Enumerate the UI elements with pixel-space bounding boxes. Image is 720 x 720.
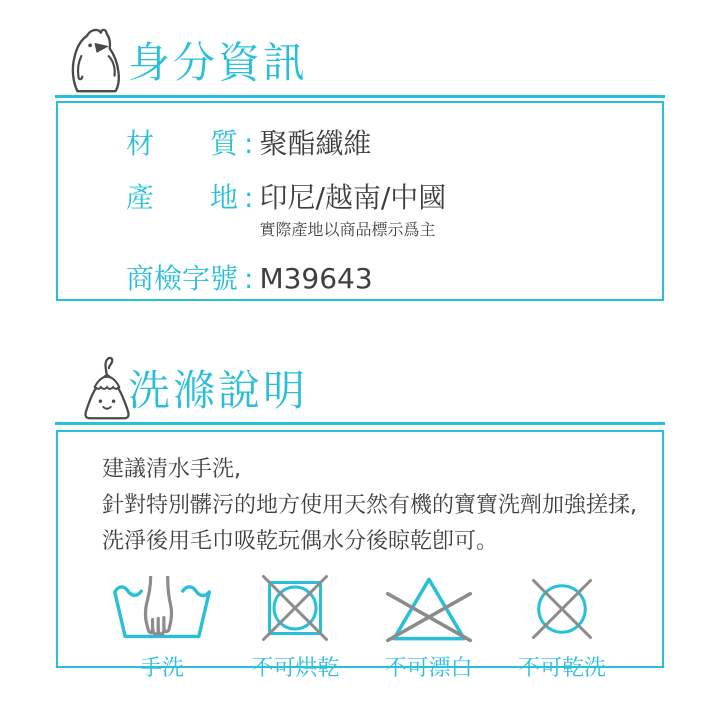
hand-wash-icon [109, 576, 215, 644]
divider-identity [55, 95, 665, 98]
care-item-no-dry-clean [502, 574, 622, 682]
spec-label: 材 質 [126, 127, 239, 160]
no-tumble-dry-icon [259, 572, 331, 644]
care-item-no-bleach [369, 574, 489, 682]
no-dry-clean-icon [526, 574, 598, 644]
washing-instructions [58, 432, 662, 560]
spec-row-inspection-number [126, 264, 662, 294]
identity-box [56, 101, 664, 301]
penguin-icon [56, 24, 134, 96]
spec-note: 實際產地以商品標示爲主 [259, 220, 436, 239]
care-label: 不可烘乾 [251, 656, 340, 681]
care-label: 不可乾洗 [517, 656, 606, 681]
spec-label: 產 地 [126, 181, 239, 214]
no-bleach-icon [383, 574, 475, 644]
section-title-identity: 身分資訊 [128, 38, 309, 87]
spec-colon: : [244, 127, 254, 160]
section-title-washing: 洗滌說明 [128, 366, 309, 415]
care-icons-row [102, 574, 622, 682]
spec-value: 印尼/越南/中國 [259, 181, 447, 214]
spec-label: 商檢字號 [126, 262, 239, 295]
care-label: 手洗 [139, 656, 184, 681]
care-item-hand-wash [102, 574, 222, 682]
spec-colon: : [244, 181, 254, 214]
instruction-line: 洗淨後用毛巾吸乾玩偶水分後晾乾卽可。 [102, 529, 499, 554]
spec-value: M39643 [259, 262, 373, 295]
divider-washing [55, 422, 665, 425]
spec-value: 聚酯纖維 [259, 127, 372, 160]
instruction-line: 針對特別髒污的地方使用天然有機的寶寶洗劑加強搓揉, [102, 493, 637, 518]
care-label: 不可漂白 [384, 656, 473, 681]
spec-row-origin [126, 183, 662, 240]
spec-colon: : [244, 262, 254, 295]
care-item-no-tumble-dry [235, 574, 355, 682]
spec-row-material [126, 129, 662, 159]
spec-table [58, 103, 662, 294]
instruction-line: 建議清水手洗, [102, 457, 241, 482]
washing-box [56, 430, 664, 681]
